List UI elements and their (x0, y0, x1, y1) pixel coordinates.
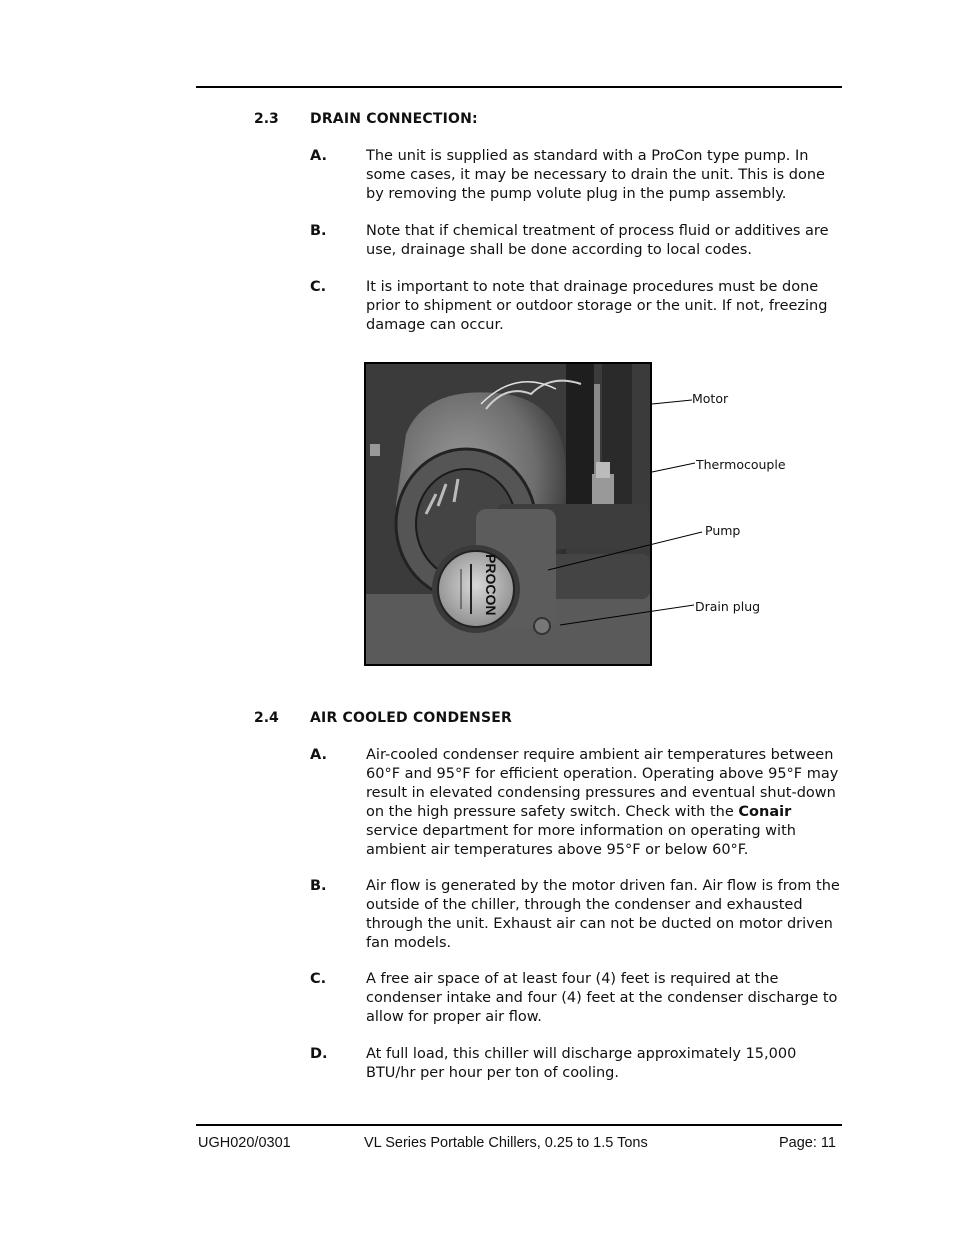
item-letter: A. (310, 148, 327, 164)
item-letter: B. (310, 223, 327, 239)
section-number: 2.4 (254, 710, 279, 726)
footer-doc-code: UGH020/0301 (198, 1135, 291, 1151)
item-text: The unit is supplied as standard with a ProCon type pump. In some cases, it may be necessary to drain the unit. This is done by removing the pump volute plug in the pump assembly. (366, 148, 825, 202)
pump-photo-illustration (366, 364, 650, 664)
item-letter: D. (310, 1046, 328, 1062)
footer-rule (196, 1124, 842, 1126)
pump-photo (364, 362, 652, 666)
callout-pump: Pump (705, 523, 741, 538)
footer-title: VL Series Portable Chillers, 0.25 to 1.5 Tons (364, 1135, 648, 1151)
section-title: DRAIN CONNECTION: (310, 111, 478, 127)
item-text: At full load, this chiller will discharge approximately 15,000 BTU/hr per hour per ton of cooling. (366, 1046, 797, 1081)
section-title: AIR COOLED CONDENSER (310, 710, 512, 726)
callout-drain-plug: Drain plug (695, 599, 761, 614)
item-letter: C. (310, 971, 327, 987)
footer-page-number: Page: 11 (779, 1135, 836, 1151)
item-letter: A. (310, 747, 327, 763)
item-letter: C. (310, 279, 327, 295)
callout-motor: Motor (692, 391, 729, 406)
section-number: 2.3 (254, 111, 279, 127)
item-text: Note that if chemical treatment of process fluid or additives are use, drainage shall be done according to local codes. (366, 223, 829, 258)
leader-thermocouple (652, 463, 695, 472)
item-text: A free air space of at least four (4) feet is required at the condenser intake and four (4) feet at the condenser discharge to allow for proper air flow. (366, 971, 838, 1025)
item-text: Air flow is generated by the motor driven fan. Air flow is from the outside of the chiller, through the condenser and exhausted through the unit. Exhaust air can not be ducted on motor driven fan models. (366, 878, 840, 951)
leader-motor (652, 400, 692, 404)
item-text-condenser-temps: Air-cooled condenser require ambient air temperatures between 60°F and 95°F for efficient operation. Operating above 95°F may result in elevated condensing pressures and eventual shut-down on the high pressure safety switch. Check with the Conair service department for more information on operating with ambient air temperatures above 95°F or below 60°F. (366, 747, 839, 858)
item-text: It is important to note that drainage procedures must be done prior to shipment or outdoor storage or the unit. If not, freezing damage can occur. (366, 279, 828, 333)
item-letter: B. (310, 878, 327, 894)
pump-brand-text: PROCON (483, 554, 499, 616)
header-rule (196, 86, 842, 88)
callout-thermocouple: Thermocouple (696, 457, 786, 472)
brand-name: Conair (738, 804, 792, 820)
